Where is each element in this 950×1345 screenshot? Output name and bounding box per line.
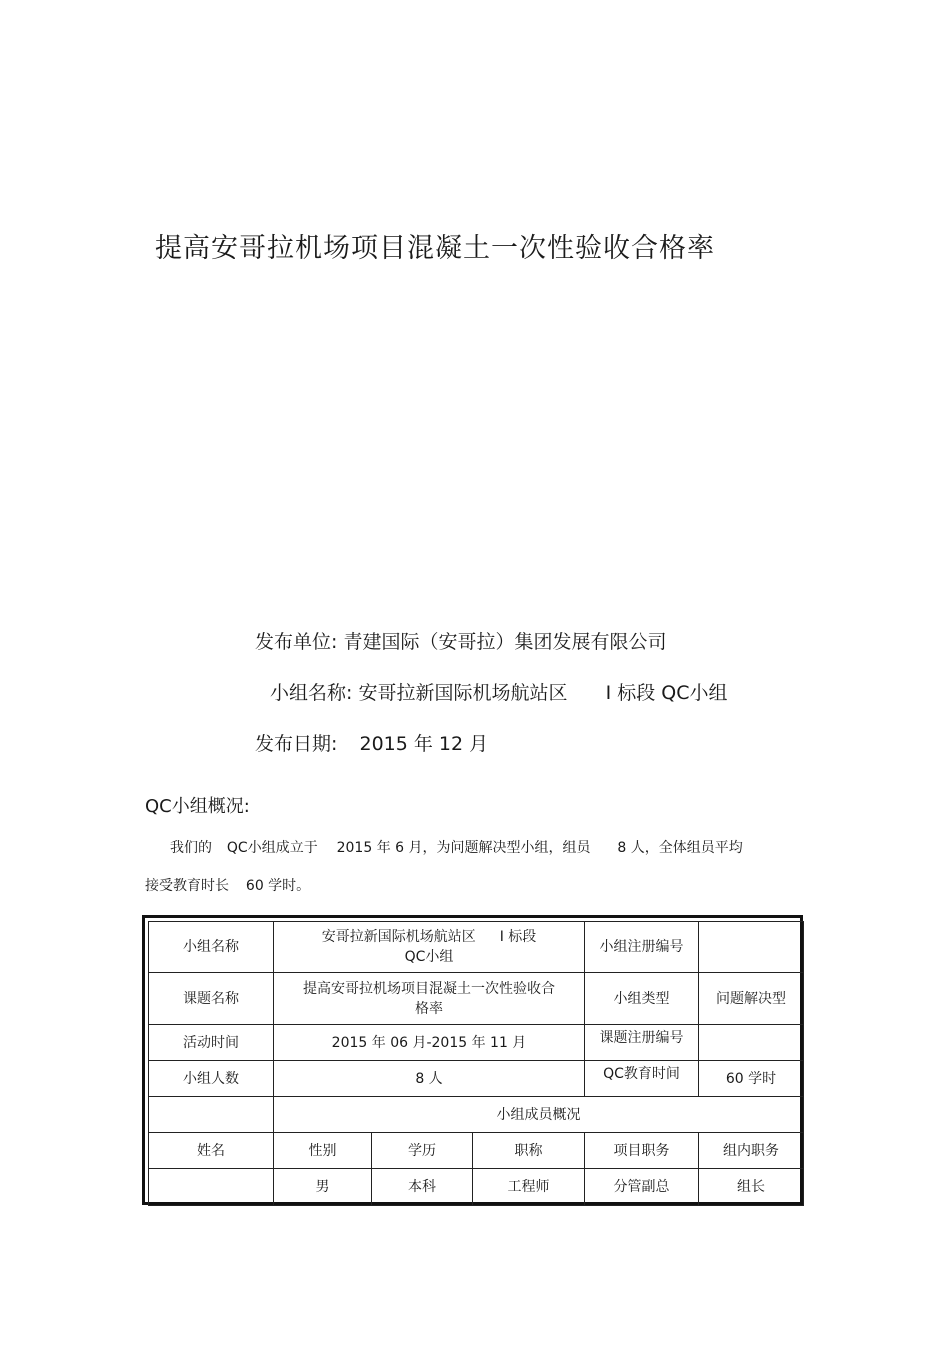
group-name-label-cell: 小组名称	[149, 922, 274, 973]
empty-cell	[149, 1097, 274, 1133]
topic-label-cell: 课题名称	[149, 973, 274, 1025]
qc-edu-label-cell: QC教育时间	[585, 1061, 699, 1097]
intro-text: 接受教育时长	[145, 878, 229, 894]
intro-line-1	[170, 837, 743, 857]
members-value-cell: 8 人	[274, 1061, 585, 1097]
table-row	[149, 922, 804, 973]
group-reg-label-cell: 小组注册编号	[585, 922, 699, 973]
header-title: 职称	[473, 1133, 585, 1169]
date-label: 发布日期:	[255, 733, 338, 755]
cell-text: QC小组	[404, 949, 454, 965]
cell-text: I 标段	[499, 929, 537, 945]
member-name	[149, 1169, 274, 1206]
table-header-row	[149, 1133, 804, 1169]
group-name-value-a: 安哥拉新国际机场航站区	[358, 682, 568, 704]
cell-text: 安哥拉新国际机场航站区	[321, 929, 476, 945]
group-name-label: 小组名称:	[270, 682, 353, 704]
activity-label-cell: 活动时间	[149, 1025, 274, 1061]
intro-line-2	[145, 875, 310, 895]
group-type-label-cell: 小组类型	[585, 973, 699, 1025]
group-type-value-cell: 问题解决型	[699, 973, 804, 1025]
qc-edu-value-cell: 60 学时	[699, 1061, 804, 1097]
intro-text: 2015 年 6 月，为问题解决型小组，组员	[336, 840, 591, 856]
qc-group-table	[142, 915, 803, 1205]
group-name-value-b: I 标段 QC小组	[605, 682, 728, 704]
members-label-cell: 小组人数	[149, 1061, 274, 1097]
table-row	[149, 973, 804, 1025]
publisher-line	[255, 627, 666, 654]
cell-text: 提高安哥拉机场项目混凝土一次性验收合	[303, 980, 555, 997]
publisher-value: 青建国际（安哥拉）集团发展有限公司	[343, 631, 667, 653]
members-overview-heading: 小组成员概况	[274, 1097, 804, 1133]
table-row	[149, 1097, 804, 1133]
topic-reg-label-cell: 课题注册编号	[585, 1025, 699, 1061]
cell-text: 格率	[415, 1000, 443, 1017]
group-name-value-cell	[274, 922, 585, 973]
intro-text: 8 人，全体组员平均	[617, 840, 743, 856]
member-title: 工程师	[473, 1169, 585, 1206]
member-gender: 男	[274, 1169, 372, 1206]
header-project-role: 项目职务	[585, 1133, 699, 1169]
date-value: 2015 年 12 月	[359, 733, 489, 755]
section-heading: QC小组概况:	[145, 796, 250, 817]
member-education: 本科	[372, 1169, 473, 1206]
table-row	[149, 1169, 804, 1206]
member-project-role: 分管副总	[585, 1169, 699, 1206]
table-row	[149, 1025, 804, 1061]
topic-reg-value-cell	[699, 1025, 804, 1061]
table-row	[149, 1061, 804, 1097]
date-line	[255, 729, 488, 756]
group-reg-value-cell	[699, 922, 804, 973]
member-group-role: 组长	[699, 1169, 804, 1206]
header-group-role: 组内职务	[699, 1133, 804, 1169]
header-gender: 性别	[274, 1133, 372, 1169]
intro-text: QC小组成立于	[226, 840, 318, 856]
header-education: 学历	[372, 1133, 473, 1169]
intro-text: 60 学时。	[245, 878, 311, 894]
publisher-label: 发布单位:	[255, 631, 338, 653]
intro-text: 我们的	[170, 840, 212, 856]
activity-value-cell: 2015 年 06 月-2015 年 11 月	[274, 1025, 585, 1061]
group-name-line	[270, 678, 727, 705]
topic-value-cell	[274, 973, 585, 1025]
document-title: 提高安哥拉机场项目混凝土一次性验收合格率	[155, 233, 715, 264]
header-name: 姓名	[149, 1133, 274, 1169]
